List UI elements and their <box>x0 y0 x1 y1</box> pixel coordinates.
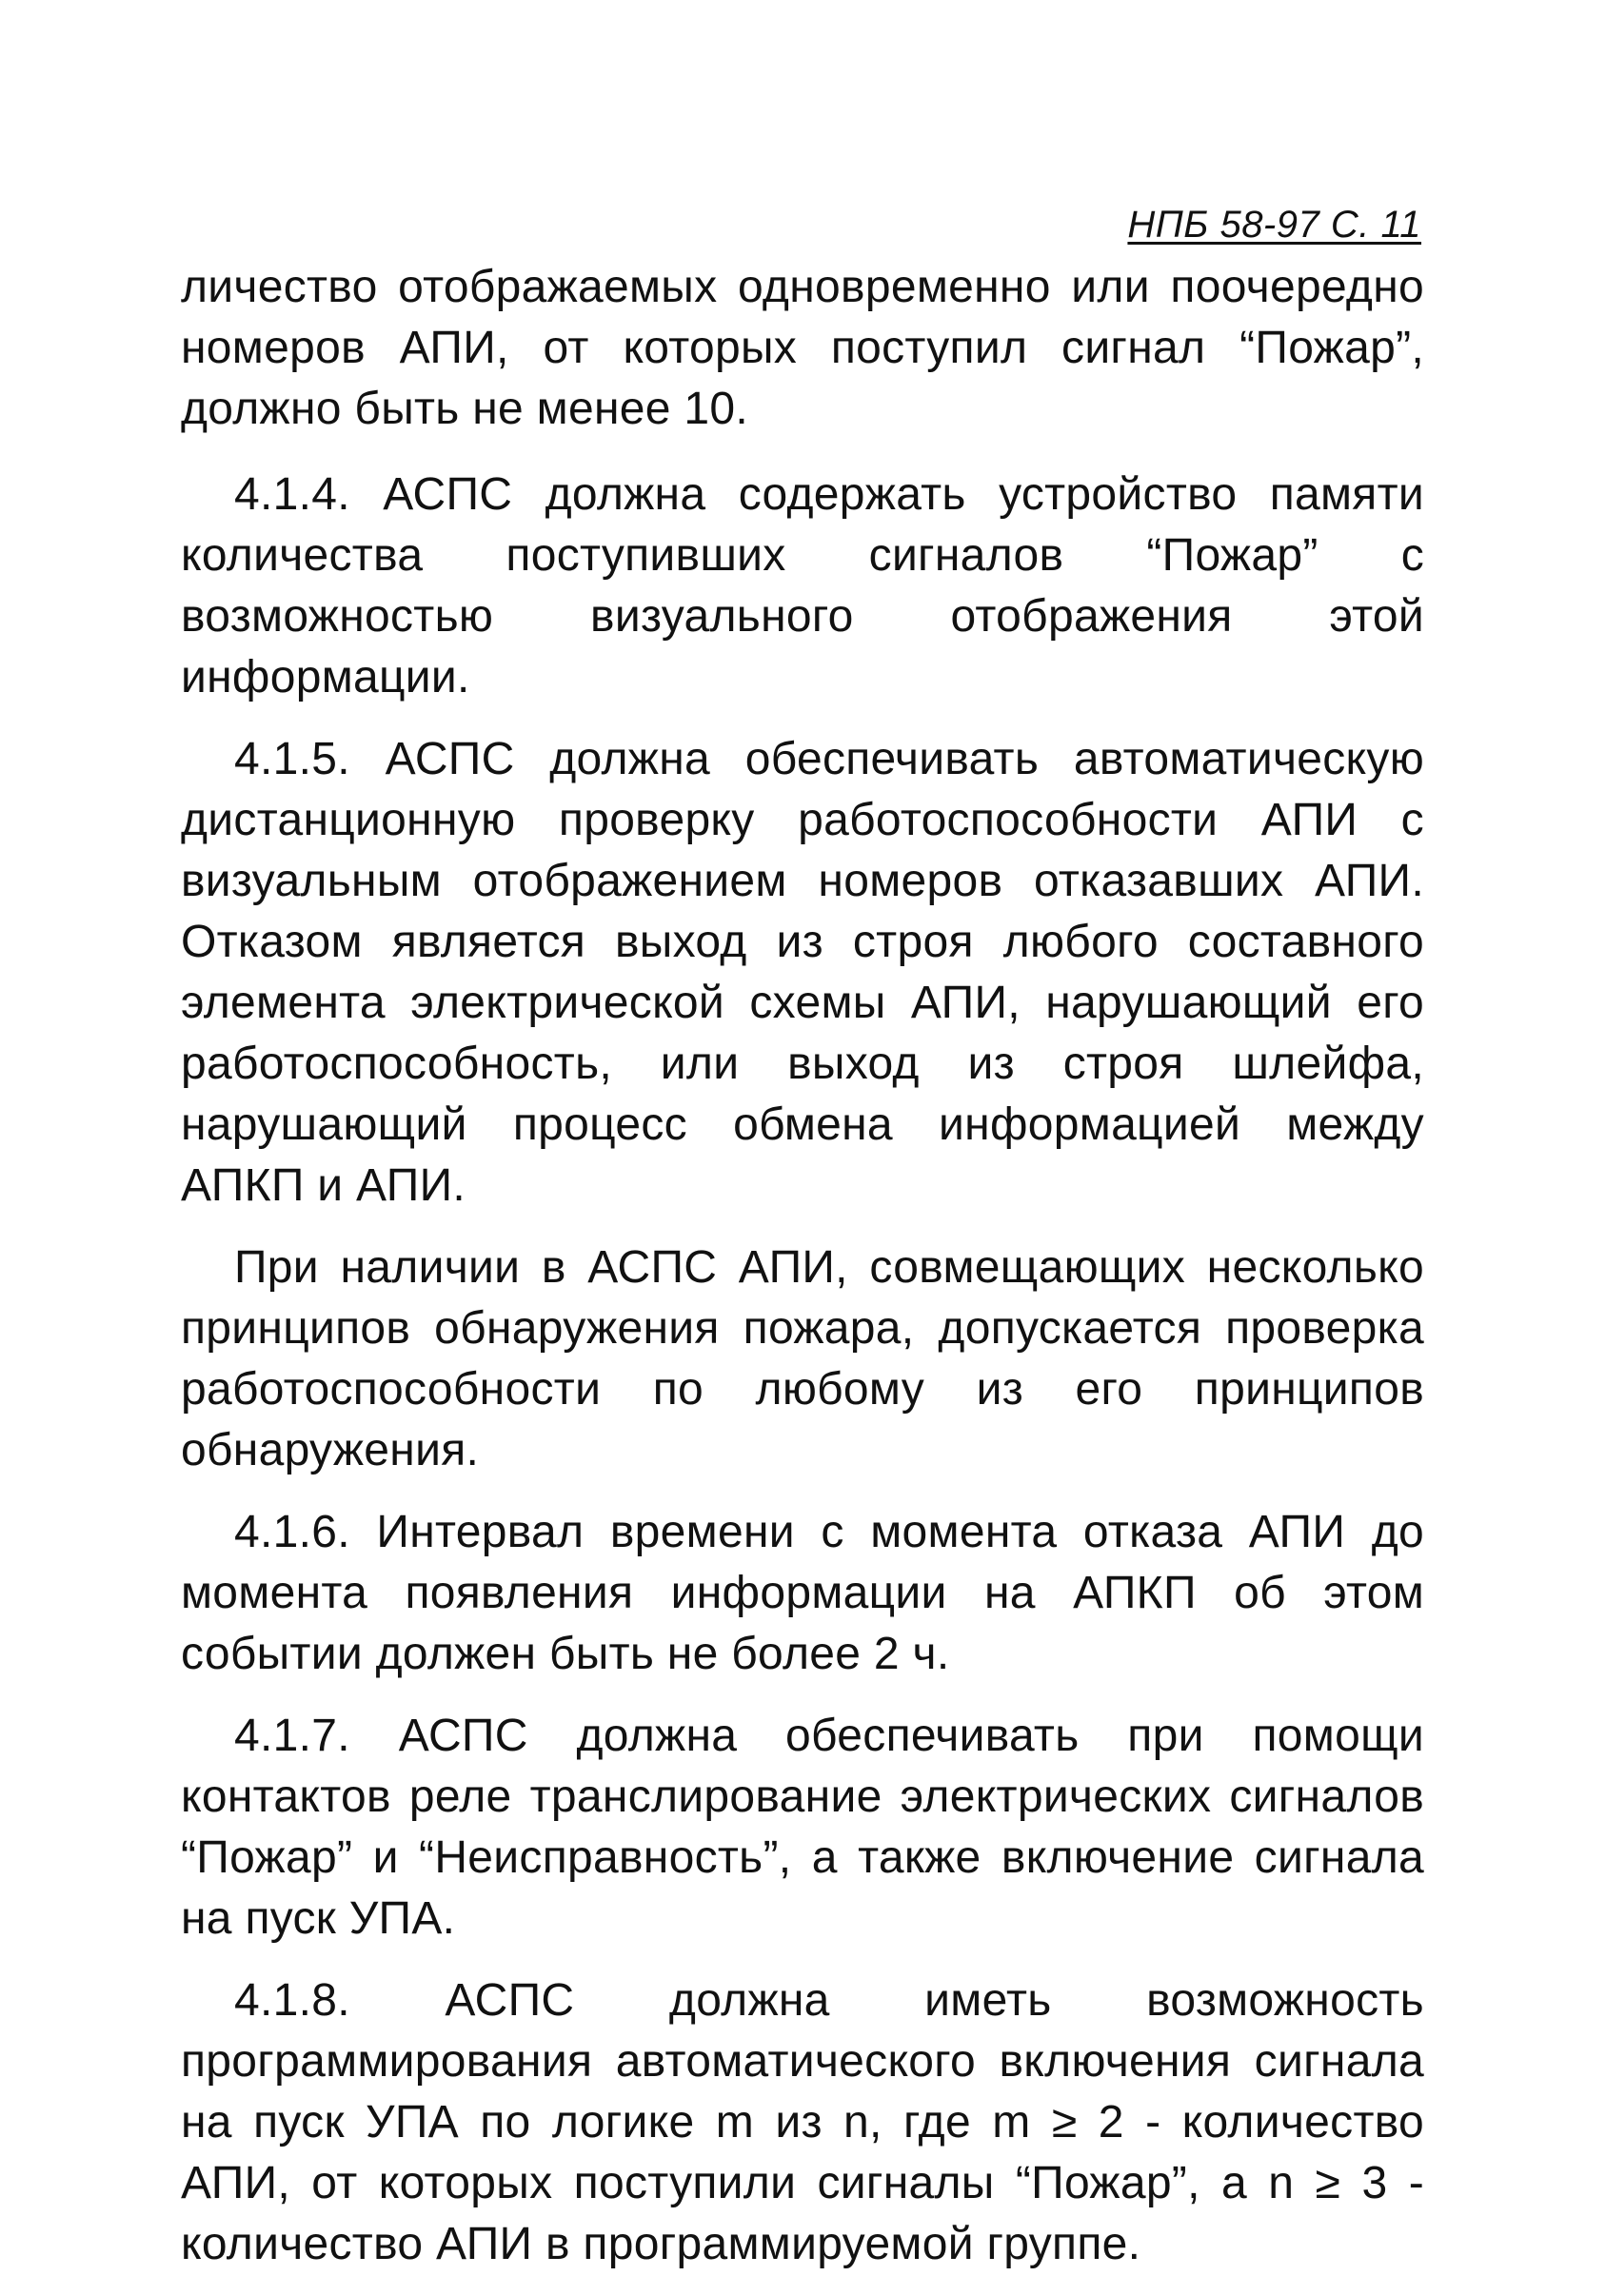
paragraph-continuation: личество отображаемых одновременно или поочередно номеров АПИ, от которых поступил сигнал “Пожар”, должно быть не менее 10. <box>181 262 1424 434</box>
paragraph-4-1-5: 4.1.5. АСПС должна обеспечивать автоматическую дистанционную проверку работоспособности АПИ с визуальным отображением номеров отказавших АПИ. Отказом является выход из строя любого составного элемента электрической схемы АПИ, нарушающий его работоспособность, или выход из строя шлейфа, нарушающий процесс обмена информацией между АПКП и АПИ. <box>181 734 1424 1211</box>
paragraph-4-1-7: 4.1.7. АСПС должна обеспечивать при помощи контактов реле транслирование электрических сигналов “Пожар” и “Неисправность”, а также включение сигнала на пуск УПА. <box>181 1711 1424 1944</box>
running-header: НПБ 58-97 С. 11 <box>1127 204 1421 246</box>
paragraph-4-1-4: 4.1.4. АСПС должна содержать устройство памяти количества поступивших сигналов “Пожар” с возможностью визуального отображения этой информации. <box>181 469 1424 703</box>
paragraph-4-1-5-note: При наличии в АСПС АПИ, совмещающих несколько принципов обнаружения пожара, допускается проверка работоспособности по любому из его принципов обнаружения. <box>181 1242 1424 1475</box>
body-text <box>181 257 1424 2296</box>
paragraph-4-1-8: 4.1.8. АСПС должна иметь возможность программирования автоматического включения сигнала на пуск УПА по логике m из n, где m ≥ 2 - количество АПИ, от которых поступили сигналы “Пожар”, а n ≥ 3 - количество АПИ в программируемой группе. <box>181 1975 1424 2269</box>
paragraph-4-1-6: 4.1.6. Интервал времени с момента отказа АПИ до момента появления информации на АПКП об этом событии должен быть не более 2 ч. <box>181 1507 1424 1679</box>
